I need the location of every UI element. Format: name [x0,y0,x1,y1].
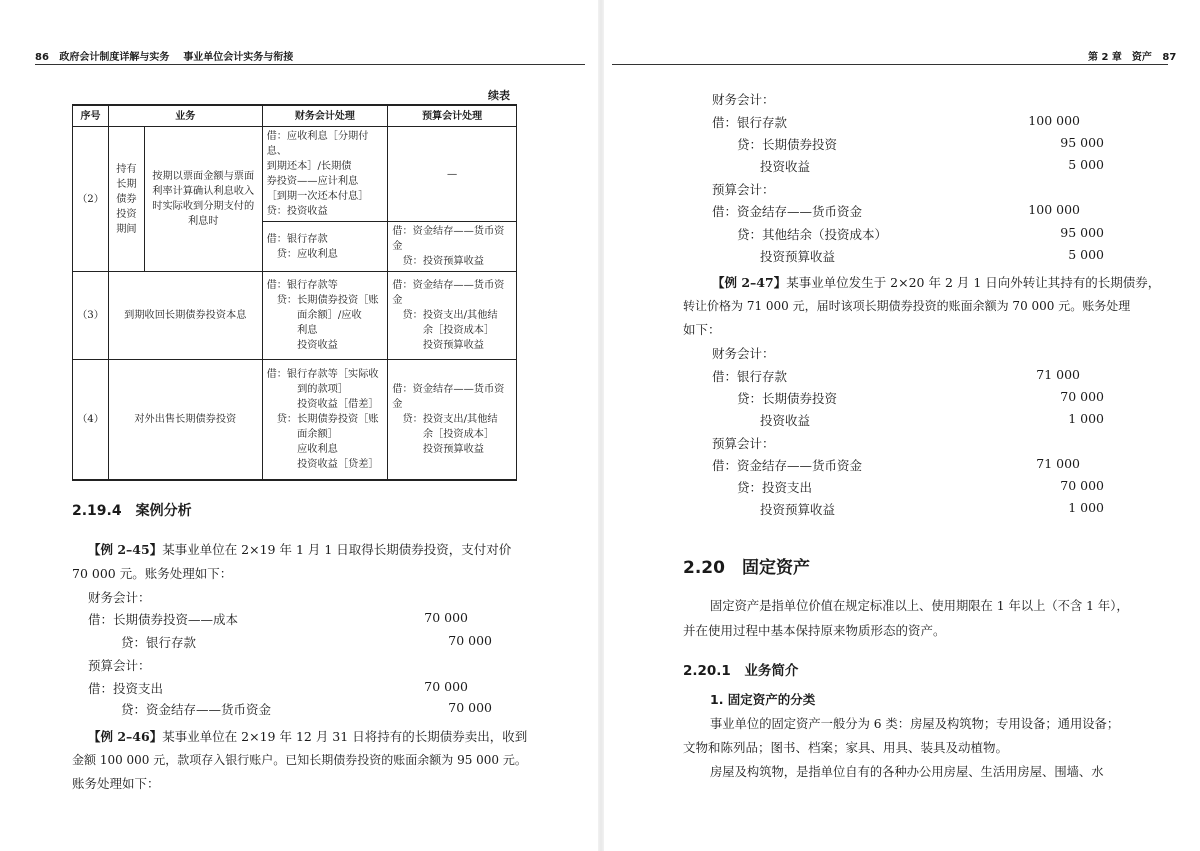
credit-entry: 贷：长期债券投资 [737,137,838,152]
example-46-line3: 账务处理如下： [72,776,160,791]
section-title: 2.20 固定资产 [683,558,810,578]
book-gutter [598,0,604,851]
debit-entry: 借：资金结存——货币资金 [712,458,863,473]
debit-amount: 100 000 [1028,113,1080,128]
page-number: 87 [1162,52,1177,63]
credit-entry: 贷：银行存款 [121,635,197,650]
debit-entry: 借：投资支出 [88,681,164,696]
row-number: （3） [73,272,109,360]
col-header-no: 序号 [73,105,109,127]
example-47-line1: 【例 2–47】某事业单位发生于 2×20 年 2 月 1 日向外转让其持有的长期债券， [712,275,1161,290]
debit-entry: 借：银行存款 [712,369,788,384]
credit-amount: 5 000 [1068,247,1104,262]
classification-line1: 事业单位的固定资产一般分为 6 类：房屋及构筑物；专用设备；通用设备； [710,717,1120,731]
table-header-row [73,105,517,127]
row-financial: 借：银行存款等 贷：长期债券投资［账 面余额］/应收 利息 投资收益 [262,272,388,360]
example-label: 【例 2–47】 [712,275,787,290]
credit-entry: 贷：长期债券投资 [737,391,838,406]
example-45-line2: 70 000 元。账务处理如下： [72,566,233,581]
row-budget: 借：资金结存——货币资金 贷：投资支出/其他结 余［投资成本］ 投资预算收益 [388,360,517,480]
chapter-title: 事业单位会计实务与衔接 [183,52,294,63]
example-47-line2: 转让价格为 71 000 元，届时该项长期债券投资的账面余额为 70 000 元。账务处理 [683,299,1131,313]
debit-entry: 借：资金结存——货币资金 [712,204,863,219]
credit-amount: 70 000 [1060,478,1104,493]
credit-amount: 1 000 [1068,411,1104,426]
credit-entry: 投资预算收益 [760,502,836,517]
chapter-title: 第 2 章 资产 [1088,52,1152,63]
left-page-header [35,48,293,63]
debit-amount: 71 000 [1036,456,1080,471]
col-header-business: 业务 [108,105,262,127]
example-47-line3: 如下： [683,322,721,337]
row-budget: 借：资金结存——货币资金 贷：投资预算收益 [388,222,517,272]
debit-amount: 100 000 [1028,202,1080,217]
credit-amount: 5 000 [1068,157,1104,172]
row-number: （4） [73,360,109,480]
debit-amount: 70 000 [424,610,468,625]
financial-label: 财务会计： [712,346,775,361]
budget-label: 预算会计： [712,436,775,451]
row-number: （2） [73,127,109,272]
credit-entry: 贷：资金结存——货币资金 [121,702,272,717]
credit-amount: 1 000 [1068,500,1104,515]
row-budget: 借：资金结存——货币资金 贷：投资支出/其他结 余［投资成本］ 投资预算收益 [388,272,517,360]
example-label: 【例 2–46】 [88,729,163,744]
example-46-line1: 【例 2–46】某事业单位在 2×19 年 12 月 31 日将持有的长期债券卖出，收到 [88,729,528,744]
credit-amount: 95 000 [1060,135,1104,150]
credit-amount: 70 000 [448,700,492,715]
example-label: 【例 2–45】 [88,542,163,557]
budget-label: 预算会计： [88,658,151,673]
example-46-line2: 金额 100 000 元，款项存入银行账户。已知长期债券投资的账面余额为 95 000 元。 [72,753,527,767]
financial-label: 财务会计： [712,92,775,107]
example-45-line1: 【例 2–45】某事业单位在 2×19 年 1 月 1 日取得长期债券投资，支付对价 [88,542,512,557]
credit-amount: 70 000 [448,633,492,648]
continued-label: 续表 [488,89,510,102]
col-header-financial: 财务会计处理 [262,105,388,127]
credit-amount: 70 000 [1060,389,1104,404]
credit-entry: 投资预算收益 [760,249,836,264]
col-header-budget: 预算会计处理 [388,105,517,127]
table-row [73,127,517,222]
definition-line2: 并在使用过程中基本保持原来物质形态的资产。 [683,623,946,638]
definition-line1: 固定资产是指单位价值在规定标准以上、使用期限在 1 年以上（不含 1 年）， [710,599,1129,613]
row-business: 到期收回长期债券投资本息 [108,272,262,360]
book-title: 政府会计制度详解与实务 [59,52,170,63]
credit-entry: 贷：其他结余（投资成本） [737,227,888,242]
credit-entry: 投资收益 [760,159,811,174]
buildings-line1: 房屋及构筑物，是指单位自有的各种办公用房屋、生活用房屋、围墙、水 [710,765,1104,779]
row-financial: 借：应收利息［分期付息、 到期还本］/长期债 券投资——应计利息 ［到期一次还本付息］ 贷：投资收益 [262,127,388,222]
debit-entry: 借：长期债券投资——成本 [88,612,239,627]
credit-amount: 95 000 [1060,225,1104,240]
subsection-title: 2.20.1 业务简介 [683,663,799,679]
credit-entry: 投资收益 [760,413,811,428]
header-rule [35,64,585,65]
row-category: 持有 长期 债券 投资 期间 [108,127,144,272]
table-row [73,272,517,360]
financial-label: 财务会计： [88,590,151,605]
row-financial: 借：银行存款等［实际收 到的款项］ 投资收益［借差］ 贷：长期债券投资［账 面余额］ 应收利息 投资收益［贷差］ [262,360,388,480]
table-row [73,360,517,480]
row-budget: — [388,127,517,222]
classification-line2: 文物和陈列品；图书、档案；家具、用具、装具及动植物。 [683,740,1009,755]
section-title: 2.19.4 案例分析 [72,503,192,519]
credit-entry: 贷：投资支出 [737,480,813,495]
accounting-table [72,104,517,481]
row-financial: 借：银行存款 贷：应收利息 [262,222,388,272]
page-number: 86 [35,52,49,63]
item-title: 1. 固定资产的分类 [710,692,816,707]
right-page-header [1088,48,1176,63]
row-business: 对外出售长期债券投资 [108,360,262,480]
budget-label: 预算会计： [712,182,775,197]
debit-entry: 借：银行存款 [712,115,788,130]
debit-amount: 71 000 [1036,367,1080,382]
header-rule [612,64,1168,65]
row-business: 按期以票面金额与票面 利率计算确认利息收入 时实际收到分期支付的 利息时 [144,127,262,272]
debit-amount: 70 000 [424,679,468,694]
